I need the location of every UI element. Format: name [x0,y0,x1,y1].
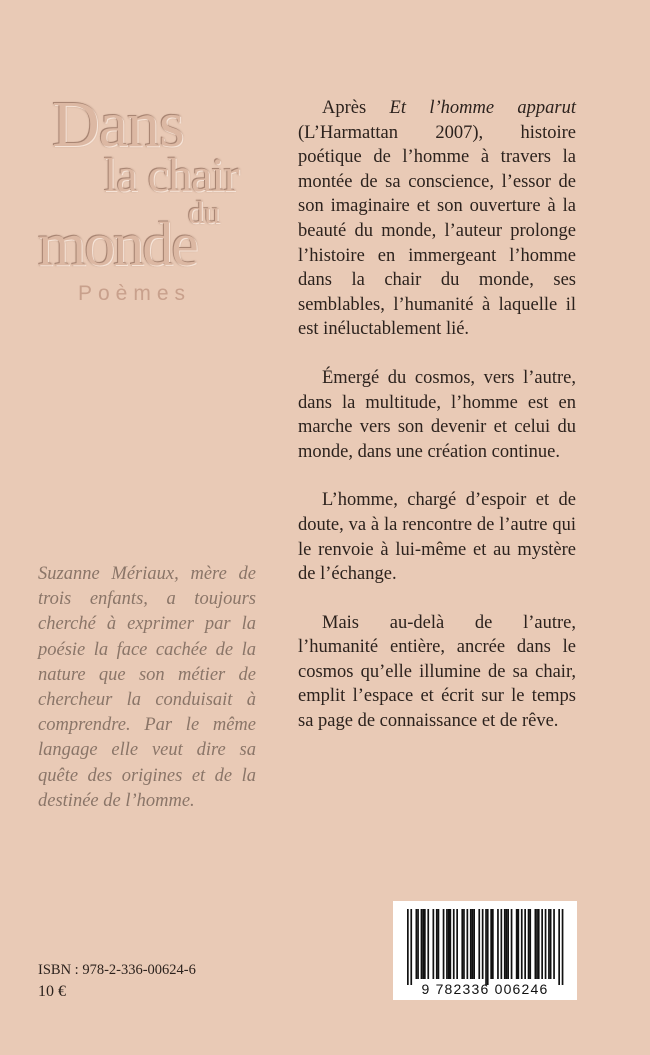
barcode-bar [407,909,409,985]
barcode-bar [511,909,513,979]
barcode-bar [490,909,492,979]
barcode-bar [562,909,564,985]
barcode-bar [535,909,537,979]
barcode-bar [461,909,463,979]
barcode-bar [482,909,484,979]
barcode-bar [504,909,506,979]
barcode-bar [541,909,543,979]
barcode-bar [410,909,412,985]
barcode-bar [453,909,455,979]
barcode-bar [492,909,494,979]
barcode-bar [456,909,458,979]
blurb-paragraph-3: L’homme, chargé d’espoir et de doute, va à la rencontre de l’autre qui le renvoie à lui-même et au mystère de l’échange. [298,490,576,585]
title-line-3: du [188,194,220,230]
barcode-bar [501,909,503,979]
barcode-bar [485,909,487,985]
barcode-bar [558,909,560,985]
barcode-bar [529,909,531,979]
blurb-paragraph-1 [298,96,576,342]
title-line-2: la chair [104,149,239,202]
barcode-bar [438,909,440,979]
barcode-bar [446,909,448,979]
barcode-bar [548,909,550,979]
barcode-bar [436,909,438,979]
barcode-bar [417,909,419,979]
barcode-bar [497,909,499,979]
barcode-bar [470,909,472,979]
barcode-bar [463,909,465,979]
blurb-p1-book-title: Et l’homme apparut [389,98,576,118]
book-subtitle: Poèmes [78,282,192,305]
title-line-1: Dans [52,88,184,161]
barcode-bar [472,909,474,979]
barcode-bar [421,909,423,979]
barcode-bar [478,909,480,979]
barcode-number: 9 782336 006246 [421,981,549,997]
barcode-bar [416,909,418,979]
barcode-bar [528,909,530,979]
barcode [393,901,577,1000]
barcode-bar [467,909,469,979]
barcode-bar [545,909,547,979]
barcode-bar [521,909,523,979]
barcode-bar [518,909,520,979]
blurb-p1-rest: (L’Harmattan 2007), histoire poétique de l’homme à travers la montée de sa conscience, l’essor de son imaginaire et son ouverture à la beauté du monde, l’auteur prolonge l’histoire en immergeant l’homme dans la chair du monde, ses semblables, l’humanité à laquelle il est inéluctablement lié. [298,122,576,340]
price-text: 10 € [38,983,66,1000]
barcode-bar [433,909,435,979]
title-line-4: monde [38,211,197,279]
blurb-p1-prefix: Après [322,98,390,118]
isbn-text: ISBN : 978-2-336-00624-6 [38,962,196,978]
barcode-bar [422,909,424,979]
barcode-bar [550,909,552,979]
barcode-bar [506,909,508,979]
barcode-bar [524,909,526,979]
barcode-bar [448,909,450,979]
barcode-bar [427,909,429,979]
barcode-bar [424,909,426,979]
barcode-bar [516,909,518,979]
barcode-bar [487,909,489,985]
blurb [298,96,576,758]
barcode-bar [538,909,540,979]
barcode-bar [553,909,555,979]
barcode-bar [443,909,445,979]
blurb-paragraph-4: Mais au-delà de l’autre, l’humanité entière, ancrée dans le cosmos qu’elle illumine de sa chair, emplit l’espace et écrit sur le temps sa page de connaissance et de rêve. [298,612,576,732]
barcode-bar [536,909,538,979]
barcode-bar [507,909,509,979]
barcode-bar [473,909,475,979]
author-bio: Suzanne Mériaux, mère de trois enfants, a toujours cherché à exprimer par la poésie la face cachée de la nature que son métier de chercheur la conduisait à comprendre. Par le même langage elle veut dire sa quête des origines et de la destinée de l’homme. [38,564,256,811]
barcode-bar [450,909,452,979]
book-title [38,88,268,279]
blurb-paragraph-2: Émergé du cosmos, vers l’autre, dans la multitude, l’homme est en marche vers son devenir et celui du monde, dans une création continue. [298,367,576,462]
